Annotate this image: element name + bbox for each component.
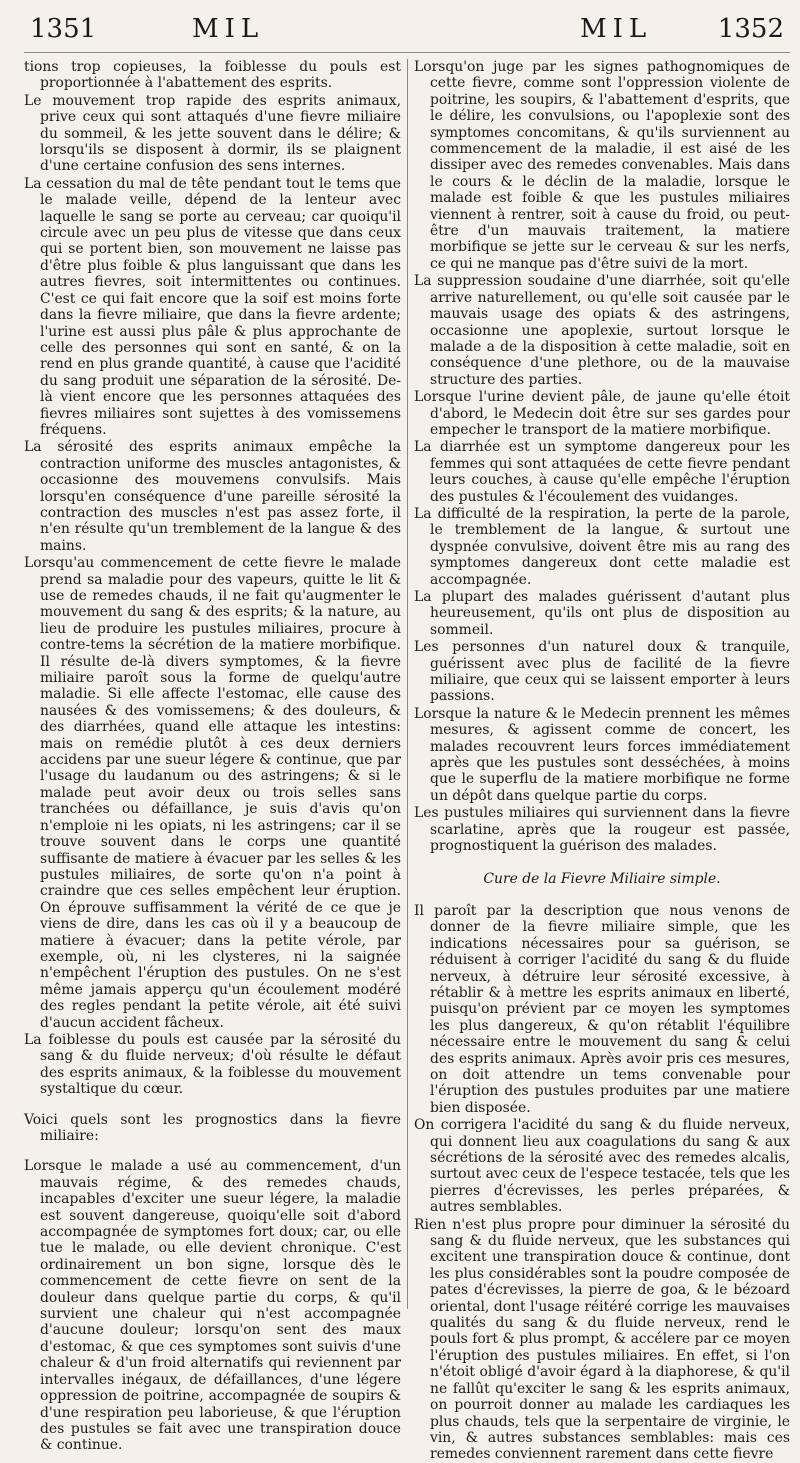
paragraph: La difficulté de la respiration, la perte de la parole, le tremblement de la langue, & surtout une dyspnée convulsive, doivent être mis au rang des symptomes dangereux dont cette maladie est accompagnée. — [414, 505, 790, 588]
paragraph: La diarrhée est un symptome dangereux pour les femmes qui sont attaquées de cette fievre pendant leurs couches, à cause qu'elle empêche l'éruption des pustules & l'écoulement des vuidanges. — [414, 439, 790, 505]
page-header — [24, 14, 790, 53]
left-page-number: 1351 — [30, 14, 97, 44]
paragraph: La suppression soudaine d'une diarrhée, soit qu'elle arrive naturellement, ou qu'elle soit causée par le mauvais usage des opiats & des astringens, occasionne une apoplexie, surtout lorsque le malade a de la disposition à cette maladie, soit en conséquence d'une plethore, ou de la mauvaise structure des parties. — [414, 273, 790, 388]
paragraph: Voici quels sont les prognostics dans la fievre miliaire: — [24, 1111, 401, 1144]
section-heading: Cure de la Fievre Miliaire simple. — [483, 870, 721, 887]
right-column — [407, 59, 790, 1463]
paragraph: Lorsque l'urine devient pâle, de jaune qu'elle étoit d'abord, le Medecin doit être sur ses gardes pour empecher le transport de la matiere morbifique. — [414, 389, 790, 438]
paragraph: Lorsque la nature & le Medecin prennent les mêmes mesures, & agissent comme de concert, les malades recouvrent leurs forces immédiatement après que les pustules sont desséchées, à moins que le superflu de la matiere morbifique ne forme un dépôt dans quelque partie du corps. — [414, 705, 790, 804]
paragraph: Les pustules miliaires qui surviennent dans la fievre scarlatine, après que la rougeur est passée, prognostiquent la guérison des malades. — [414, 805, 790, 855]
paragraph: La cessation du mal de tête pendant tout le tems que le malade veille, dépend de la lenteur avec laquelle le sang se porte au cerveau; car quoiqu'il circule avec un peu plus de vitesse que dans ceux qui se portent bien, son mouvement ne laisse pas d'être plus foible & plus languissant que dans les autres fievres, soit intermittentes ou continues. C'est ce qui fait encore que la soif est moins forte dans la fievre miliaire, que dans la fievre ardente; l'urine est aussi plus pâle & plus approchante de celle des personnes qui sont en santé, & on la rend en plus grande quantité, à cause que l'acidité du sang produit une séparation de la sérosité. De-là vient encore que les personnes attaquées des fievres miliaires sont sujettes à des vomissemens fréquens. — [24, 175, 401, 438]
paragraph: Le mouvement trop rapide des esprits animaux, prive ceux qui sont attaqués d'une fievre miliaire du sommeil, & les jette souvent dans le délire; & lorsqu'ils se disposent à dormir, ils se plaignent d'une certaine confusion des sens internes. — [24, 92, 401, 175]
columns — [24, 59, 790, 1463]
left-column — [24, 59, 407, 1454]
right-page-number: 1352 — [717, 14, 784, 44]
right-running-head: MIL — [580, 14, 653, 44]
paragraph: On corrigera l'acidité du sang & du fluide nerveux, qui donnent lieu aux coagulations du sang & aux sécrétions de la sérosité avec des remedes alcalis, surtout avec ceux de l'espece testacée, tels que les pierres d'écrevisses, les perles préparées, & autres semblables. — [414, 1117, 790, 1216]
paragraph: Les personnes d'un naturel doux & tranquile, guérissent avec plus de facilité de la fievre miliaire, que ceux qui se laissent emporter à leurs passions. — [414, 639, 790, 705]
paragraph: Rien n'est plus propre pour diminuer la sérosité du sang & du fluide nerveux, que les substances qui excitent une transpiration douce & continue, dont les plus considérables sont la poudre composée de pates d'écrevisses, la pierre de goa, & le bézoard oriental, dont l'usage réitéré corrige les mauvaises qualités du sang & du fluide nerveux, rend le pouls fort & plus prompt, & accélere par ce moyen l'éruption des pustules miliaires. En effet, si l'on n'étoit obligé d'avoir égard à la diaphorese, & qu'il ne fallût qu'exciter le sang & les esprits animaux, on pourroit donner au malade les cardiaques les plus chauds, tels que la serpentaire de virginie, le vin, & autres substances semblables: mais ces remedes conviennent rarement dans cette fievre — [414, 1216, 790, 1463]
paragraph: Lorsque le malade a usé au commencement, d'un mauvais régime, & des remedes chauds, incapables d'exciter une sueur légere, la maladie est souvent dangereuse, quoiqu'elle soit d'abord accompagnée de symptomes fort doux; car, ou elle tue le malade, ou elle devient chronique. C'est ordinairement un bon signe, lorsque dès le commencement de cette fievre on sent de la douleur dans quelque partie du corps, & qu'il survient une chaleur qui n'est accompagnée d'aucune douleur; lorsqu'on sent des maux d'estomac, & que ces symptomes sont suivis d'une chaleur & d'un froid alternatifs qui reviennent par intervalles inégaux, de défaillances, d'une légere oppression de poitrine, accompagnée de soupirs & d'une respiration peu laborieuse, & que l'éruption des pustules se fait avec une transpiration douce & continue. — [24, 1158, 401, 1454]
paragraph: Il paroît par la description que nous venons de donner de la fievre miliaire simple, que les indications nécessaires pour sa guérison, se réduisent à corriger l'acidité du sang & du fluide nerveux, à détruire leur sérosité excessive, à rétablir & à mettre les esprits animaux en liberté, puisqu'on prévient par ce moyen les symptomes les plus dangereux, & qu'on rétablit l'équilibre nécessaire entre le mouvement du sang & celui des esprits animaux. Après avoir pris ces mesures, on doit attendre un tems convenable pour l'éruption des pustules produites par une matiere bien disposée. — [414, 902, 790, 1116]
paragraph: La sérosité des esprits animaux empêche la contraction uniforme des muscles antagonistes, & occasionne des mouvemens convulsifs. Mais lorsqu'en conséquence d'une pareille sérosité la contraction des muscles n'est pas assez forte, il n'en résulte qu'un tremblement de la langue & des mains. — [24, 439, 401, 554]
paragraph: Lorsqu'on juge par les signes pathognomiques de cette fievre, comme sont l'oppression violente de poitrine, les soupirs, & l'abattement d'esprits, que le délire, les convulsions, ou l'apoplexie sont des symptomes concomitans, & qu'ils surviennent au commencement de la maladie, il est aisé de les dissiper avec des remedes convenables. Mais dans le cours & le déclin de la maladie, lorsque le malade est foible & que les pustules miliaires viennent à rentrer, soit à cause du froid, ou peut-être d'un mauvais traitement, la matiere morbifique se jette sur le cerveau & sur les nerfs, ce qui ne manque pas d'être suivi de la mort. — [414, 59, 790, 272]
paragraph: tions trop copieuses, la foiblesse du pouls est proportionnée à l'abattement des esprits. — [24, 59, 401, 92]
paragraph: La plupart des malades guérissent d'autant plus heureusement, qu'ils ont plus de disposition au sommeil. — [414, 589, 790, 638]
paragraph: Lorsqu'au commencement de cette fievre le malade prend sa maladie pour des vapeurs, quitte le lit & use de remedes chauds, il ne fait qu'augmenter le mouvement du sang & des esprits; & la nature, au lieu de produire les pustules miliaires, procure à contre-tems la sécrétion de la matiere morbifique. Il résulte de-là divers symptomes, & la fievre miliaire paroît sous la forme de quelqu'autre maladie. Si elle affecte l'estomac, elle cause des nausées & des vomissemens; & des douleurs, & des diarrhées, quand elle attaque les intestins: mais on remédie plutôt à ces deux derniers accidens par une sueur légere & continue, que par l'usage du laudanum ou des astringens; & si le malade peut avoir deux ou trois selles sans tranchées ou défaillance, je suis d'avis qu'on n'emploie ni les opiats, ni les astringens; car il se trouve souvent dans le corps une quantité suffisante de matiere à évacuer par les selles & les pustules miliaires, de sorte qu'on n'a point à craindre que ces selles empêchent leur éruption. On éprouve suffisamment la vérité de ce que je viens de dire, dans les cas où il y a beaucoup de matiere à évacuer; dans la petite vérole, par exemple, où, ni les clysteres, ni la saignée n'empêchent l'éruption des pustules. On ne s'est même jamais apperçu qu'un écoulement modéré des regles pendant la petite vérole, ait été suivi d'aucun accident fâcheux. — [24, 555, 401, 1031]
left-running-head: MIL — [192, 14, 265, 44]
paragraph: La foiblesse du pouls est causée par la sérosité du sang & du fluide nerveux; d'où résulte le défaut des esprits animaux, & la foiblesse du mouvement systaltique du cœur. — [24, 1031, 401, 1098]
